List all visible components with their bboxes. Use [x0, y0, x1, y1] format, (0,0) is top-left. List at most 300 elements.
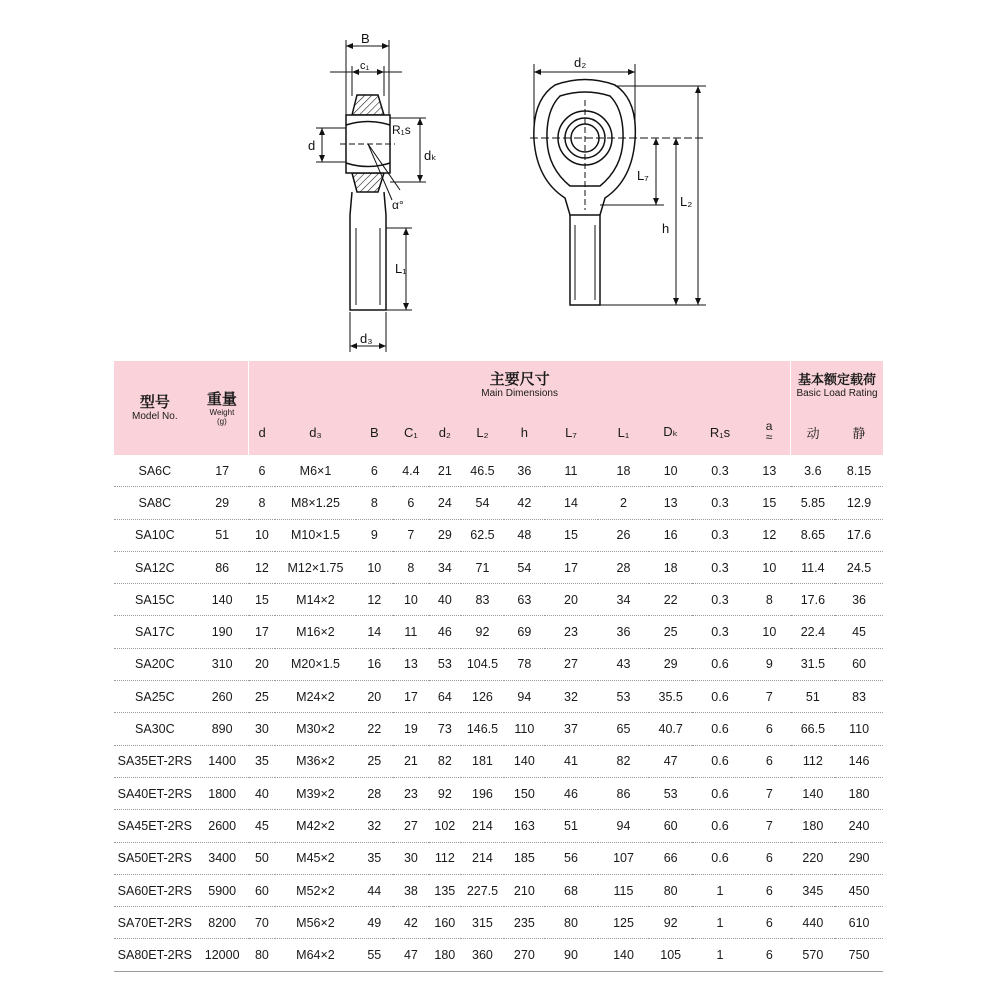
value-cell: 0.3 — [692, 455, 748, 487]
value-cell: 22 — [649, 584, 691, 616]
value-cell: 0.3 — [692, 616, 748, 648]
subheader-L1: L₁ — [598, 409, 650, 455]
value-cell: 7 — [748, 810, 791, 842]
value-cell: 12000 — [196, 939, 249, 971]
value-cell: 51 — [196, 519, 249, 551]
value-cell: 1400 — [196, 745, 249, 777]
subheader-a: a ≈ — [748, 409, 791, 455]
table-row — [114, 551, 883, 583]
value-cell: 14 — [356, 616, 393, 648]
value-cell: M8×1.25 — [275, 487, 356, 519]
value-cell: 890 — [196, 713, 249, 745]
value-cell: 25 — [356, 745, 393, 777]
value-cell: 36 — [835, 584, 883, 616]
spec-table-container — [114, 361, 883, 972]
value-cell: 22 — [356, 713, 393, 745]
value-cell: 163 — [504, 810, 544, 842]
value-cell: 35 — [249, 745, 276, 777]
value-cell: 11 — [393, 616, 429, 648]
value-cell: 7 — [748, 777, 791, 809]
value-cell: 0.6 — [692, 777, 748, 809]
value-cell: 8200 — [196, 907, 249, 939]
value-cell: 0.3 — [692, 584, 748, 616]
value-cell: 12 — [249, 551, 276, 583]
value-cell: M6×1 — [275, 455, 356, 487]
value-cell: 82 — [429, 745, 461, 777]
value-cell: 26 — [598, 519, 650, 551]
value-cell: 8 — [748, 584, 791, 616]
value-cell: 36 — [504, 455, 544, 487]
value-cell: 35 — [356, 842, 393, 874]
value-cell: 125 — [598, 907, 650, 939]
value-cell: 6 — [748, 842, 791, 874]
value-cell: 450 — [835, 874, 883, 906]
spec-table-body — [114, 455, 883, 971]
value-cell: 65 — [598, 713, 650, 745]
table-row — [114, 681, 883, 713]
table-row — [114, 874, 883, 906]
value-cell: 68 — [545, 874, 598, 906]
value-cell: 54 — [504, 551, 544, 583]
value-cell: 185 — [504, 842, 544, 874]
value-cell: 220 — [791, 842, 836, 874]
table-row — [114, 939, 883, 971]
table-row — [114, 616, 883, 648]
value-cell: 17.6 — [835, 519, 883, 551]
value-cell: 15 — [748, 487, 791, 519]
value-cell: 315 — [461, 907, 504, 939]
value-cell: 11 — [545, 455, 598, 487]
value-cell: 48 — [504, 519, 544, 551]
value-cell: 214 — [461, 842, 504, 874]
value-cell: 51 — [545, 810, 598, 842]
value-cell: 10 — [748, 616, 791, 648]
value-cell: 610 — [835, 907, 883, 939]
label-L2: L₂ — [680, 194, 693, 209]
value-cell: 9 — [748, 648, 791, 680]
value-cell: 112 — [791, 745, 836, 777]
value-cell: 82 — [598, 745, 650, 777]
value-cell: M12×1.75 — [275, 551, 356, 583]
table-row — [114, 713, 883, 745]
value-cell: 32 — [545, 681, 598, 713]
value-cell: 17 — [393, 681, 429, 713]
value-cell: 92 — [649, 907, 691, 939]
value-cell: 22.4 — [791, 616, 836, 648]
value-cell: 180 — [835, 777, 883, 809]
value-cell: 19 — [393, 713, 429, 745]
value-cell: 73 — [429, 713, 461, 745]
value-cell: 3400 — [196, 842, 249, 874]
model-cell: SA10C — [114, 519, 196, 551]
table-row — [114, 487, 883, 519]
table-row — [114, 648, 883, 680]
value-cell: 28 — [356, 777, 393, 809]
model-cell: SA15C — [114, 584, 196, 616]
table-row — [114, 584, 883, 616]
value-cell: 107 — [598, 842, 650, 874]
value-cell: 71 — [461, 551, 504, 583]
value-cell: 112 — [429, 842, 461, 874]
label-d2: d₂ — [574, 55, 587, 70]
value-cell: M24×2 — [275, 681, 356, 713]
value-cell: 31.5 — [791, 648, 836, 680]
value-cell: 94 — [504, 681, 544, 713]
value-cell: 6 — [748, 874, 791, 906]
value-cell: 16 — [649, 519, 691, 551]
value-cell: 8.65 — [791, 519, 836, 551]
value-cell: 66.5 — [791, 713, 836, 745]
subheader-dynamic: 动 — [791, 409, 836, 455]
value-cell: 53 — [598, 681, 650, 713]
table-row — [114, 842, 883, 874]
value-cell: 0.3 — [692, 551, 748, 583]
value-cell: 8 — [356, 487, 393, 519]
value-cell: 270 — [504, 939, 544, 971]
value-cell: 6 — [748, 713, 791, 745]
side-view-drawing — [340, 95, 400, 310]
value-cell: 440 — [791, 907, 836, 939]
value-cell: 35.5 — [649, 681, 691, 713]
value-cell: 45 — [249, 810, 276, 842]
value-cell: 0.6 — [692, 842, 748, 874]
value-cell: 345 — [791, 874, 836, 906]
value-cell: 63 — [504, 584, 544, 616]
value-cell: 12 — [356, 584, 393, 616]
value-cell: 29 — [429, 519, 461, 551]
value-cell: 10 — [748, 551, 791, 583]
value-cell: M42×2 — [275, 810, 356, 842]
value-cell: 6 — [748, 939, 791, 971]
value-cell: 150 — [504, 777, 544, 809]
value-cell: 5.85 — [791, 487, 836, 519]
value-cell: 13 — [393, 648, 429, 680]
value-cell: 40 — [429, 584, 461, 616]
value-cell: 17.6 — [791, 584, 836, 616]
value-cell: 54 — [461, 487, 504, 519]
table-row — [114, 810, 883, 842]
value-cell: 41 — [545, 745, 598, 777]
model-cell: SA60ET-2RS — [114, 874, 196, 906]
value-cell: 10 — [356, 551, 393, 583]
value-cell: 46.5 — [461, 455, 504, 487]
table-row — [114, 745, 883, 777]
value-cell: 45 — [835, 616, 883, 648]
value-cell: 30 — [249, 713, 276, 745]
value-cell: 86 — [598, 777, 650, 809]
subheader-d2: d₂ — [429, 409, 461, 455]
table-row — [114, 455, 883, 487]
value-cell: 60 — [649, 810, 691, 842]
value-cell: 290 — [835, 842, 883, 874]
value-cell: 34 — [429, 551, 461, 583]
value-cell: 196 — [461, 777, 504, 809]
value-cell: M64×2 — [275, 939, 356, 971]
value-cell: 10 — [249, 519, 276, 551]
value-cell: 0.3 — [692, 519, 748, 551]
value-cell: M56×2 — [275, 907, 356, 939]
model-cell: SA12C — [114, 551, 196, 583]
value-cell: 46 — [429, 616, 461, 648]
value-cell: 310 — [196, 648, 249, 680]
value-cell: 2600 — [196, 810, 249, 842]
value-cell: 360 — [461, 939, 504, 971]
header-basic-load-rating: 基本额定载荷 Basic Load Rating — [791, 361, 883, 409]
value-cell: 42 — [393, 907, 429, 939]
value-cell: 60 — [249, 874, 276, 906]
value-cell: 9 — [356, 519, 393, 551]
value-cell: M20×1.5 — [275, 648, 356, 680]
subheader-B: B — [356, 409, 393, 455]
value-cell: 2 — [598, 487, 650, 519]
subheader-R1s: R₁s — [692, 409, 748, 455]
value-cell: 60 — [835, 648, 883, 680]
value-cell: 8.15 — [835, 455, 883, 487]
label-d3: d₃ — [360, 331, 373, 346]
value-cell: 12 — [748, 519, 791, 551]
value-cell: 23 — [393, 777, 429, 809]
value-cell: 160 — [429, 907, 461, 939]
value-cell: 6 — [249, 455, 276, 487]
technical-drawings — [0, 0, 1000, 360]
value-cell: M52×2 — [275, 874, 356, 906]
value-cell: 80 — [649, 874, 691, 906]
label-B: B — [361, 31, 370, 46]
value-cell: 181 — [461, 745, 504, 777]
value-cell: 32 — [356, 810, 393, 842]
model-cell: SA80ET-2RS — [114, 939, 196, 971]
value-cell: 180 — [429, 939, 461, 971]
subheader-h: h — [504, 409, 544, 455]
value-cell: 1 — [692, 874, 748, 906]
value-cell: 70 — [249, 907, 276, 939]
value-cell: 37 — [545, 713, 598, 745]
value-cell: 8 — [249, 487, 276, 519]
value-cell: 140 — [196, 584, 249, 616]
value-cell: 16 — [356, 648, 393, 680]
value-cell: 0.6 — [692, 745, 748, 777]
value-cell: M45×2 — [275, 842, 356, 874]
model-cell: SA8C — [114, 487, 196, 519]
value-cell: 21 — [429, 455, 461, 487]
value-cell: 44 — [356, 874, 393, 906]
value-cell: 24 — [429, 487, 461, 519]
value-cell: 11.4 — [791, 551, 836, 583]
value-cell: 27 — [393, 810, 429, 842]
value-cell: 80 — [249, 939, 276, 971]
value-cell: 20 — [356, 681, 393, 713]
value-cell: 21 — [393, 745, 429, 777]
value-cell: 46 — [545, 777, 598, 809]
value-cell: 0.6 — [692, 810, 748, 842]
value-cell: 86 — [196, 551, 249, 583]
value-cell: 17 — [545, 551, 598, 583]
model-cell: SA20C — [114, 648, 196, 680]
value-cell: 214 — [461, 810, 504, 842]
subheader-L7: L₇ — [545, 409, 598, 455]
value-cell: M39×2 — [275, 777, 356, 809]
header-weight: 重量 Weight (g) — [196, 361, 249, 455]
value-cell: 92 — [429, 777, 461, 809]
model-cell: SA30C — [114, 713, 196, 745]
value-cell: 53 — [649, 777, 691, 809]
value-cell: 66 — [649, 842, 691, 874]
value-cell: 6 — [748, 907, 791, 939]
value-cell: 227.5 — [461, 874, 504, 906]
model-cell: SA35ET-2RS — [114, 745, 196, 777]
table-row — [114, 907, 883, 939]
model-cell: SA50ET-2RS — [114, 842, 196, 874]
value-cell: 126 — [461, 681, 504, 713]
value-cell: 53 — [429, 648, 461, 680]
value-cell: 110 — [835, 713, 883, 745]
label-alpha: α° — [392, 198, 404, 212]
value-cell: 210 — [504, 874, 544, 906]
value-cell: 3.6 — [791, 455, 836, 487]
model-cell: SA25C — [114, 681, 196, 713]
value-cell: 28 — [598, 551, 650, 583]
value-cell: 260 — [196, 681, 249, 713]
value-cell: 56 — [545, 842, 598, 874]
value-cell: 24.5 — [835, 551, 883, 583]
value-cell: 42 — [504, 487, 544, 519]
value-cell: 90 — [545, 939, 598, 971]
value-cell: M10×1.5 — [275, 519, 356, 551]
value-cell: 7 — [748, 681, 791, 713]
value-cell: 69 — [504, 616, 544, 648]
value-cell: 140 — [598, 939, 650, 971]
value-cell: 83 — [461, 584, 504, 616]
value-cell: 0.6 — [692, 713, 748, 745]
value-cell: M36×2 — [275, 745, 356, 777]
value-cell: 25 — [249, 681, 276, 713]
subheader-C1: C₁ — [393, 409, 429, 455]
table-row — [114, 777, 883, 809]
value-cell: 1800 — [196, 777, 249, 809]
value-cell: 15 — [545, 519, 598, 551]
value-cell: 13 — [649, 487, 691, 519]
value-cell: 110 — [504, 713, 544, 745]
table-row — [114, 519, 883, 551]
label-h: h — [662, 221, 670, 236]
value-cell: 50 — [249, 842, 276, 874]
value-cell: 140 — [504, 745, 544, 777]
value-cell: 570 — [791, 939, 836, 971]
value-cell: 6 — [356, 455, 393, 487]
value-cell: 17 — [196, 455, 249, 487]
value-cell: 5900 — [196, 874, 249, 906]
label-L1: L₁ — [395, 261, 407, 276]
model-cell: SA45ET-2RS — [114, 810, 196, 842]
value-cell: 0.6 — [692, 648, 748, 680]
value-cell: 190 — [196, 616, 249, 648]
value-cell: 23 — [545, 616, 598, 648]
value-cell: 7 — [393, 519, 429, 551]
value-cell: 25 — [649, 616, 691, 648]
value-cell: 6 — [393, 487, 429, 519]
value-cell: 62.5 — [461, 519, 504, 551]
value-cell: 1 — [692, 939, 748, 971]
label-dk: dₖ — [424, 148, 437, 163]
value-cell: 12.9 — [835, 487, 883, 519]
value-cell: 78 — [504, 648, 544, 680]
label-d: d — [308, 138, 316, 153]
model-cell: SA70ET-2RS — [114, 907, 196, 939]
label-R1s: R₁s — [392, 123, 411, 137]
value-cell: 1 — [692, 907, 748, 939]
value-cell: 0.3 — [692, 487, 748, 519]
value-cell: 49 — [356, 907, 393, 939]
value-cell: 38 — [393, 874, 429, 906]
spec-table — [114, 361, 883, 972]
value-cell: 240 — [835, 810, 883, 842]
value-cell: 27 — [545, 648, 598, 680]
value-cell: 80 — [545, 907, 598, 939]
model-cell: SA40ET-2RS — [114, 777, 196, 809]
value-cell: 92 — [461, 616, 504, 648]
value-cell: 146.5 — [461, 713, 504, 745]
value-cell: 40.7 — [649, 713, 691, 745]
label-c1: c₁ — [360, 60, 370, 72]
value-cell: 8 — [393, 551, 429, 583]
value-cell: 115 — [598, 874, 650, 906]
value-cell: 235 — [504, 907, 544, 939]
value-cell: 47 — [649, 745, 691, 777]
value-cell: 102 — [429, 810, 461, 842]
value-cell: 94 — [598, 810, 650, 842]
value-cell: 36 — [598, 616, 650, 648]
value-cell: 40 — [249, 777, 276, 809]
value-cell: 29 — [649, 648, 691, 680]
value-cell: 10 — [649, 455, 691, 487]
value-cell: 51 — [791, 681, 836, 713]
value-cell: M30×2 — [275, 713, 356, 745]
value-cell: 105 — [649, 939, 691, 971]
value-cell: 750 — [835, 939, 883, 971]
value-cell: 30 — [393, 842, 429, 874]
header-main-dimensions: 主要尺寸 Main Dimensions — [249, 361, 791, 409]
value-cell: 0.6 — [692, 681, 748, 713]
value-cell: 34 — [598, 584, 650, 616]
subheader-Dk: Dₖ — [649, 409, 691, 455]
value-cell: 146 — [835, 745, 883, 777]
model-cell: SA6C — [114, 455, 196, 487]
value-cell: 64 — [429, 681, 461, 713]
label-L7: L₇ — [637, 168, 649, 183]
value-cell: 18 — [649, 551, 691, 583]
value-cell: 55 — [356, 939, 393, 971]
subheader-d3: d₃ — [275, 409, 356, 455]
value-cell: 14 — [545, 487, 598, 519]
value-cell: 17 — [249, 616, 276, 648]
value-cell: 180 — [791, 810, 836, 842]
value-cell: M16×2 — [275, 616, 356, 648]
value-cell: 29 — [196, 487, 249, 519]
value-cell: 20 — [545, 584, 598, 616]
value-cell: 104.5 — [461, 648, 504, 680]
value-cell: 15 — [249, 584, 276, 616]
value-cell: 6 — [748, 745, 791, 777]
value-cell: 18 — [598, 455, 650, 487]
value-cell: M14×2 — [275, 584, 356, 616]
value-cell: 43 — [598, 648, 650, 680]
value-cell: 13 — [748, 455, 791, 487]
value-cell: 47 — [393, 939, 429, 971]
value-cell: 83 — [835, 681, 883, 713]
header-model: 型号 Model No. — [114, 361, 196, 455]
value-cell: 140 — [791, 777, 836, 809]
value-cell: 20 — [249, 648, 276, 680]
